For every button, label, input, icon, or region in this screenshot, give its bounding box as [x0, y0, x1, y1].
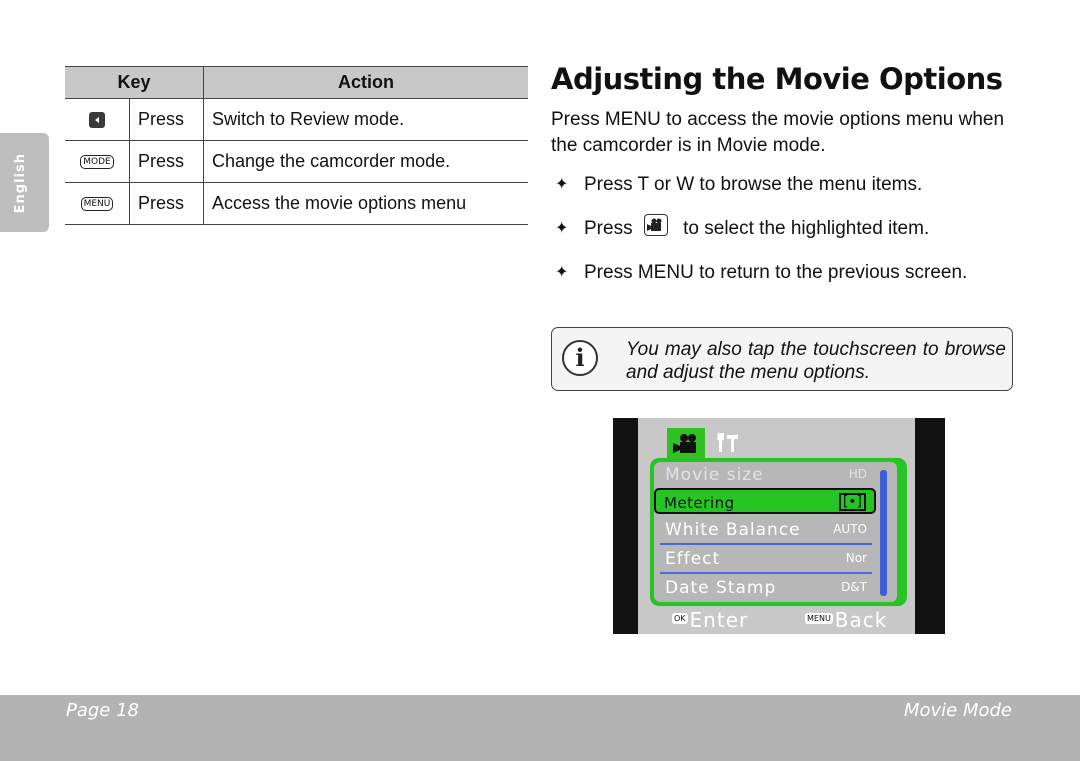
menu-divider: [660, 543, 872, 545]
menu-item-value: AUTO: [833, 522, 867, 536]
bullet-star-icon: ✦: [555, 176, 569, 193]
note-text: You may also tap the touchscreen to browse and adjust the menu options.: [626, 339, 1006, 383]
page-footer: [0, 695, 1080, 761]
key-column-header: Key: [65, 67, 204, 99]
bullet-text: Press T or W to browse the menu items.: [584, 174, 923, 195]
table-header-row: [65, 67, 528, 99]
action-cell: Switch to Review mode.: [204, 99, 529, 141]
press-cell: Press: [130, 99, 204, 141]
menu-list: [654, 462, 897, 602]
language-side-tab: [0, 133, 49, 232]
action-cell: Access the movie options menu: [204, 183, 529, 225]
bullet-star-icon: ✦: [555, 220, 569, 237]
mode-button-icon: MODE: [80, 155, 113, 169]
key-cell: [65, 183, 130, 225]
menu-item-label: Effect: [665, 549, 721, 569]
action-column-header: Action: [204, 67, 529, 99]
enter-soft-key: [672, 608, 748, 632]
instruction-list: [555, 172, 995, 304]
menu-frame: [650, 458, 907, 606]
menu-item-label: Metering: [664, 494, 735, 512]
info-icon: i: [562, 340, 598, 376]
menu-item-value: Nor: [845, 551, 867, 565]
page-number: Page 18: [66, 700, 140, 721]
movie-camera-button-icon: [644, 214, 668, 236]
section-title: Adjusting the Movie Options: [551, 62, 1003, 96]
menu-panel: [638, 418, 915, 634]
menu-chip-icon: MENU: [807, 614, 831, 623]
ok-chip-icon: OK: [674, 614, 686, 623]
key-cell: [65, 141, 130, 183]
bullet-text-before: Press: [584, 218, 633, 239]
menu-item-white-balance: [657, 517, 875, 543]
list-item: [555, 172, 995, 198]
enter-label: Enter: [689, 608, 749, 632]
section-name: Movie Mode: [903, 700, 1012, 721]
back-soft-key: [805, 608, 887, 632]
menu-button-icon: MENU: [81, 197, 114, 211]
menu-item-value: HD: [848, 467, 867, 481]
menu-item-metering: [654, 488, 876, 514]
menu-item-date-stamp: [657, 575, 875, 601]
menu-item-value: [•]: [839, 493, 866, 511]
table-row: [65, 99, 528, 141]
info-note-box: [551, 327, 1013, 391]
menu-item-effect: [657, 546, 875, 572]
menu-item-movie-size: [657, 462, 875, 488]
language-label: English: [13, 153, 28, 214]
list-item: [555, 216, 995, 242]
table-row: [65, 141, 528, 183]
setup-tools-icon: [714, 430, 740, 456]
key-action-table: [65, 66, 528, 225]
table-row: [65, 183, 528, 225]
action-cell: Change the camcorder mode.: [204, 141, 529, 183]
menu-item-label: Movie size: [665, 465, 764, 485]
press-cell: Press: [130, 141, 204, 183]
press-cell: Press: [130, 183, 204, 225]
menu-divider: [660, 572, 872, 574]
menu-item-label: Date Stamp: [665, 578, 777, 598]
bullet-star-icon: ✦: [555, 264, 569, 281]
review-button-icon: [89, 112, 105, 128]
menu-item-value: D&T: [841, 580, 867, 594]
bullet-text: Press MENU to return to the previous screen.: [584, 262, 968, 283]
menu-item-label: White Balance: [665, 520, 801, 540]
soft-key-bar: [638, 608, 915, 634]
movie-tab-icon: [667, 428, 705, 460]
key-cell: [65, 99, 130, 141]
back-label: Back: [834, 608, 888, 632]
intro-paragraph: Press MENU to access the movie options menu when the camcorder is in Movie mode.: [551, 109, 1005, 156]
bullet-text-after: to select the highlighted item.: [683, 218, 930, 239]
menu-scrollbar: [880, 470, 887, 596]
camcorder-screen: [613, 418, 945, 634]
list-item: [555, 260, 995, 286]
